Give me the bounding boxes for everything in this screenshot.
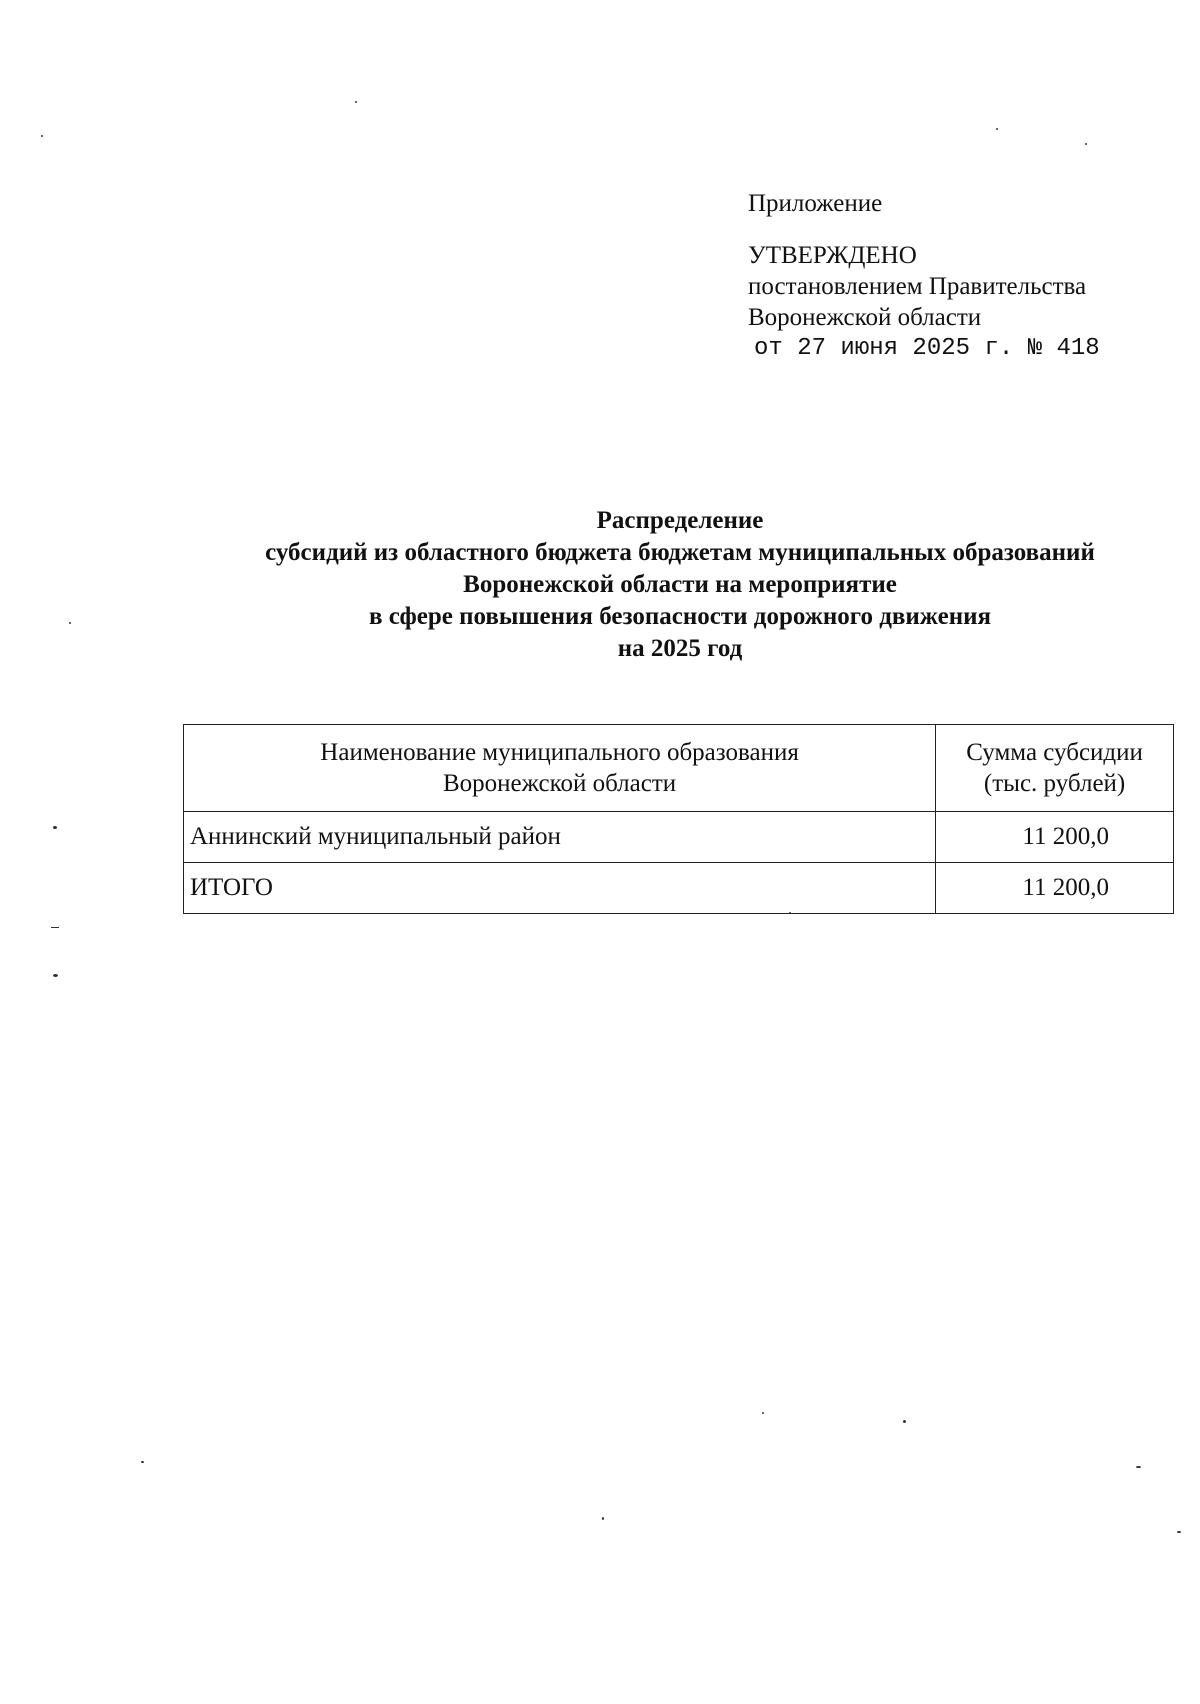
scan-speck [1177, 1531, 1181, 1533]
annex-label: Приложение [748, 190, 883, 217]
approved-label: УТВЕРЖДЕНО [748, 242, 917, 269]
table-total-row [184, 863, 1174, 914]
scan-speck [141, 1461, 144, 1463]
total-sum-cell: 11 200,0 [936, 863, 1174, 914]
approval-region-line: Воронежской области [748, 304, 982, 331]
title-line: в сфере повышения безопасности дорожного движения [368, 603, 992, 630]
approval-date-number: от 27 июня 2025 г. № 418 [754, 335, 1100, 362]
distribution-table [183, 724, 1174, 914]
scan-speck [903, 1420, 906, 1423]
scan-speck [69, 622, 71, 624]
scan-speck [51, 927, 59, 928]
scan-speck [762, 1412, 764, 1414]
total-label-cell: ИТОГО [184, 863, 936, 914]
municipality-name-cell: Аннинский муниципальный район [184, 812, 936, 863]
scan-speck [789, 912, 791, 914]
scan-speck [53, 974, 58, 977]
scan-speck [41, 135, 43, 137]
title-line: Воронежской области на мероприятие [463, 571, 897, 598]
scan-speck [53, 826, 57, 829]
header-subsidy-sum: Сумма субсидии (тыс. рублей) [936, 725, 1174, 812]
scan-speck [355, 101, 357, 103]
title-line: Распределение [596, 507, 764, 534]
document-title [150, 505, 1200, 665]
table-header-row [184, 725, 1174, 812]
scan-speck [1085, 143, 1087, 145]
title-line: на 2025 год [617, 635, 743, 662]
approval-authority-line: постановлением Правительства [748, 273, 1087, 300]
scan-speck [602, 1517, 604, 1520]
approval-block [748, 188, 1168, 364]
title-line: субсидий из областного бюджета бюджетам муниципальных образований [265, 539, 1095, 566]
subsidy-sum-cell: 11 200,0 [936, 812, 1174, 863]
scan-speck [1136, 1466, 1141, 1468]
scan-speck [996, 128, 998, 130]
header-municipality-name: Наименование муниципального образования Воронежской области [184, 725, 936, 812]
table-row [184, 812, 1174, 863]
